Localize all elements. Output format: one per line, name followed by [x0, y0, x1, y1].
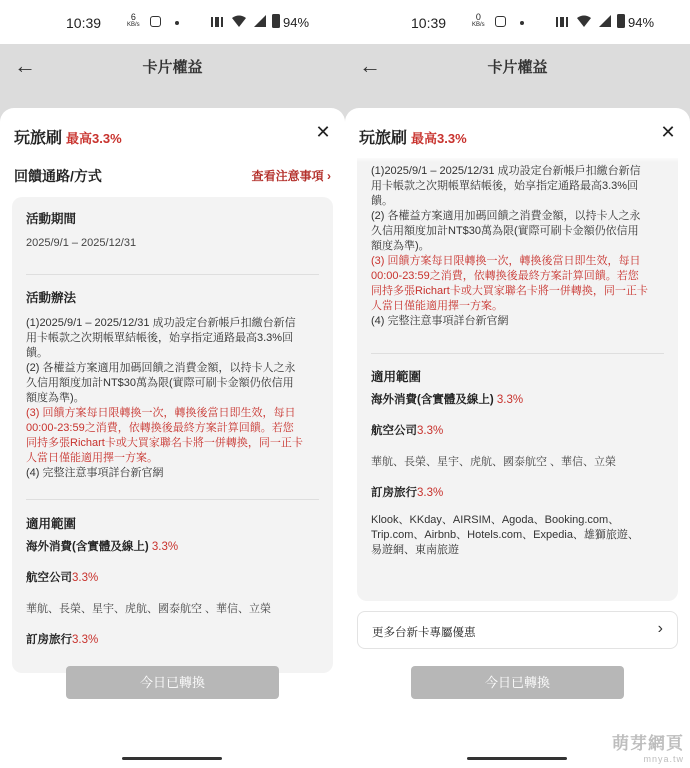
signal-icon — [599, 15, 611, 27]
method-line: 用卡帳款之次期帳單結帳後，始享指定通路最高3.3%回 — [371, 180, 639, 192]
home-indicator[interactable] — [467, 757, 567, 760]
network-speed — [127, 13, 140, 29]
divider — [26, 274, 319, 275]
benefit-sheet — [345, 108, 690, 768]
network-speed-value: 6 — [130, 12, 136, 22]
watermark — [612, 729, 684, 764]
method-warning-line: 00:00-23:59之消費，依轉換後最終方案計算回饋。若您 — [26, 422, 294, 434]
network-speed-unit: KB/s — [127, 22, 140, 28]
page-title: 卡片權益 — [142, 59, 203, 76]
watermark-title: 萌芽網頁 — [612, 734, 684, 753]
method-line: 饋。 — [371, 195, 393, 207]
view-notice-link[interactable]: 查看注意事項 › — [251, 169, 331, 183]
right-screen — [345, 0, 690, 768]
scope-overseas-rate: 3.3% — [151, 541, 179, 553]
travel-list-line: 易遊網、東南旅遊 — [371, 544, 459, 556]
page-header — [345, 44, 690, 114]
scope-travel-rate: 3.3% — [417, 487, 444, 499]
scope-travel — [371, 484, 664, 500]
scroll-fade — [345, 156, 690, 162]
wifi-icon — [577, 15, 591, 27]
details-card[interactable] — [12, 197, 333, 673]
method-line: 額度為準)。 — [371, 240, 430, 252]
scope-airline-label: 航空公司 — [371, 425, 417, 437]
vibrate-icon — [211, 17, 223, 27]
watermark-url: mnya.tw — [643, 754, 684, 764]
wifi-icon — [232, 15, 246, 27]
method-line: (2) 各權益方案適用加碼回饋之消費金額，以持卡人之永 — [371, 210, 641, 222]
scope-overseas-label: 海外消費(含實體及線上) — [26, 541, 149, 553]
method-text — [371, 164, 664, 329]
plan-name: 玩旅刷 — [359, 130, 408, 147]
converted-today-button[interactable]: 今日已轉換 — [411, 666, 624, 699]
method-line: 額度為準)。 — [26, 392, 85, 404]
scope-travel-rate: 3.3% — [72, 634, 99, 646]
method-line: 久信用額度加計NT$30萬為限(實際可刷卡金額仍依信用 — [26, 377, 294, 389]
signal-icon — [254, 15, 266, 27]
scope-airline-rate: 3.3% — [72, 572, 99, 584]
method-line: (2) 各權益方案適用加碼回饋之消費金額，以持卡人之永 — [26, 362, 296, 374]
details-card[interactable] — [357, 158, 678, 601]
scope-travel-label: 訂房旅行 — [371, 487, 417, 499]
benefit-sheet — [0, 108, 345, 768]
method-warning-line: 00:00-23:59之消費，依轉換後最終方案計算回饋。若您 — [371, 270, 639, 282]
travel-list-line: Trip.com、Airbnb、Hotels.com、Expedia、雄獅旅遊、 — [371, 529, 639, 541]
scope-airline-label: 航空公司 — [26, 572, 72, 584]
sheet-title — [14, 125, 122, 148]
method-warning-line: 人當日僅能適用擇一方案。 — [371, 300, 503, 312]
battery-icon — [272, 14, 280, 28]
battery-percent: 94% — [283, 15, 310, 30]
section-heading: 回饋通路/方式 — [14, 168, 102, 184]
chevron-right-icon: › — [657, 620, 663, 637]
method-warning-line: (3) 回饋方案每日限轉換一次，轉換後當日即生效，每日 — [371, 255, 641, 267]
more-offers-row[interactable] — [357, 611, 678, 649]
method-line: 饋。 — [26, 347, 48, 359]
method-line: (1)2025/9/1 – 2025/12/31 成功設定台新帳戶扣繳台新信 — [26, 317, 296, 329]
app-notification-icon — [150, 16, 161, 27]
travel-list-line: Klook、KKday、AIRSIM、Agoda、Booking.com、 — [371, 514, 620, 526]
airline-list: 華航、長榮、星宇、虎航、國泰航空 、華信、立榮 — [26, 603, 272, 615]
status-time: 10:39 — [411, 15, 447, 31]
scope-travel-label: 訂房旅行 — [26, 634, 72, 646]
scope-overseas — [26, 538, 319, 554]
status-time: 10:39 — [66, 15, 102, 31]
method-warning-line: (3) 回饋方案每日限轉換一次，轉換後當日即生效，每日 — [26, 407, 296, 419]
period-value: 2025/9/1 – 2025/12/31 — [26, 237, 137, 249]
status-bar — [0, 0, 345, 44]
more-notifications-icon — [520, 21, 524, 25]
app-notification-icon — [495, 16, 506, 27]
scope-airline — [26, 569, 319, 585]
back-arrow-icon[interactable]: ← — [14, 53, 36, 78]
method-warning-line: 同持多張Richart卡或大買家聯名卡將一併轉換，同一正卡 — [371, 285, 648, 297]
method-line: 用卡帳款之次期帳單結帳後，始享指定通路最高3.3%回 — [26, 332, 294, 344]
scope-heading: 適用範圍 — [371, 370, 422, 384]
method-line: (1)2025/9/1 – 2025/12/31 成功設定台新帳戶扣繳台新信 — [371, 165, 641, 177]
scope-overseas — [371, 391, 664, 407]
page-header — [0, 44, 345, 114]
battery-icon — [617, 14, 625, 28]
method-line: 久信用額度加計NT$30萬為限(實際可刷卡金額仍依信用 — [371, 225, 639, 237]
status-bar — [345, 0, 690, 44]
back-arrow-icon[interactable]: ← — [359, 53, 381, 78]
max-rate-badge: 最高3.3% — [66, 131, 122, 146]
vibrate-icon — [556, 17, 568, 27]
max-rate-badge: 最高3.3% — [411, 131, 467, 146]
battery-percent: 94% — [628, 15, 655, 30]
method-line: (4) 完整注意事項詳台新官網 — [26, 467, 164, 479]
converted-today-button[interactable]: 今日已轉換 — [66, 666, 279, 699]
method-text — [26, 316, 319, 481]
divider — [371, 353, 664, 354]
divider — [26, 499, 319, 500]
more-notifications-icon — [175, 21, 179, 25]
scope-airline — [371, 422, 664, 438]
period-heading: 活動期間 — [26, 212, 77, 226]
method-warning-line: 同持多張Richart卡或大買家聯名卡將一併轉換，同一正卡 — [26, 437, 303, 449]
method-warning-line: 人當日僅能適用擇一方案。 — [26, 452, 158, 464]
network-speed-value: 0 — [475, 12, 481, 22]
sheet-title — [359, 125, 467, 148]
airline-list: 華航、長榮、星宇、虎航、國泰航空 、華信、立榮 — [371, 456, 617, 468]
method-heading: 活動辦法 — [26, 291, 77, 305]
close-icon[interactable]: ✕ — [660, 122, 676, 142]
scope-heading: 適用範圍 — [26, 517, 77, 531]
plan-name: 玩旅刷 — [14, 130, 63, 147]
scope-airline-rate: 3.3% — [417, 425, 444, 437]
travel-list — [371, 513, 664, 558]
scope-overseas-rate: 3.3% — [496, 394, 524, 406]
network-speed-unit: KB/s — [472, 22, 485, 28]
method-line: (4) 完整注意事項詳台新官網 — [371, 315, 509, 327]
page-title: 卡片權益 — [487, 59, 548, 76]
close-icon[interactable]: ✕ — [315, 122, 331, 142]
more-offers-label: 更多台新卡專屬優惠 — [372, 627, 476, 639]
home-indicator[interactable] — [122, 757, 222, 760]
network-speed — [472, 13, 485, 29]
scope-travel — [26, 631, 319, 647]
scope-overseas-label: 海外消費(含實體及線上) — [371, 394, 494, 406]
